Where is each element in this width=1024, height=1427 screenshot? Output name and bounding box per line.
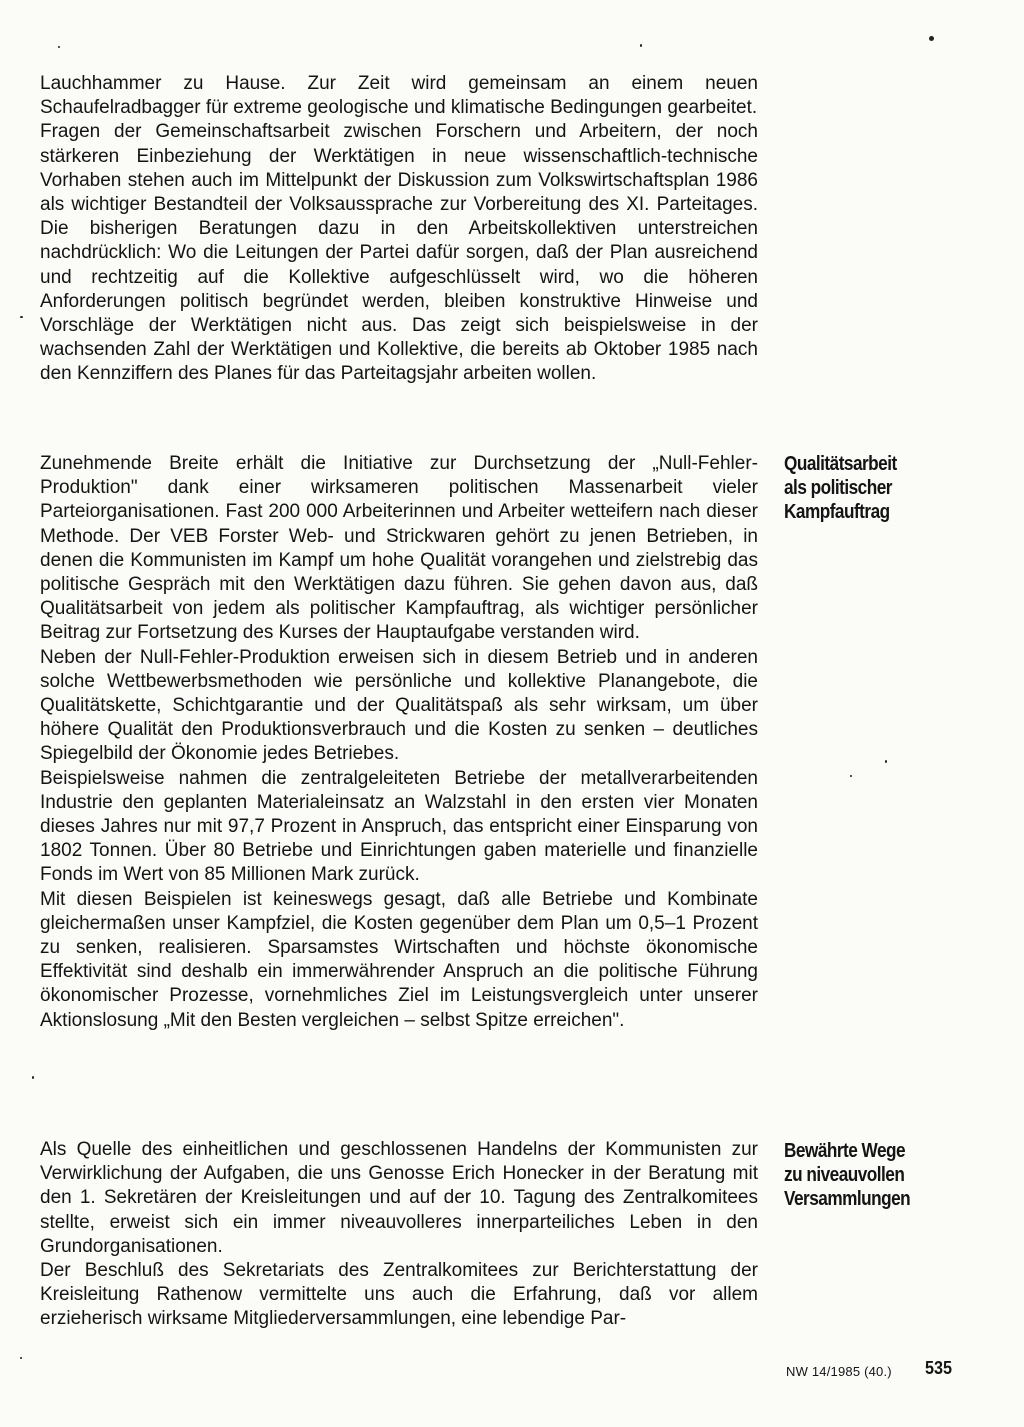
paragraph: Mit diesen Beispielen ist keineswegs gesagt, daß alle Betriebe und Kombinate gleichermaßen unser Kampfziel, die Kosten gegenüber dem Plan um 0,5–1 Prozent zu senken, realisieren. Sparsamstes Wirtschaften und höchste ökonomische Effektivität sind deshalb ein immerwährender Anspruch an die politische Führung ökonomischer Prozesse, vornehmliches Ziel im Leistungsvergleich unter unserer Aktionslosung „Mit den Besten vergleichen – selbst Spitze erreichen". bbox=[40, 888, 758, 1031]
scan-speck bbox=[885, 760, 887, 763]
scan-speck bbox=[20, 316, 23, 318]
paragraph: Der Beschluß des Sekretariats des Zentralkomitees zur Berichterstattung der Kreisleitung Rathenow vermittelte uns auch die Erfahrung, daß vor allem erzieherisch wirksame Mitgliederversammlungen, eine lebendige Par- bbox=[40, 1260, 758, 1330]
paragraph: Beispielsweise nahmen die zentralgeleiteten Betriebe der metallverarbeitenden Industrie den geplanten Materialeinsatz an Walzstahl in den ersten vier Monaten dieses Jahres nur mit 97,7 Prozent in Anspruch, das entspricht einer Einsparung von 1802 Tonnen. Über 80 Betriebe und Einrichtungen gaben materielle und finanzielle Fonds im Wert von 85 Millionen Mark zurück. bbox=[40, 767, 758, 886]
footer-reference: NW 14/1985 (40.) bbox=[786, 1364, 892, 1379]
scan-speck bbox=[929, 36, 934, 41]
marginal-heading-line: Bewährte Wege bbox=[784, 1140, 906, 1162]
paragraph: Zunehmende Breite erhält die Initiative zur Durchsetzung der „Null-Fehler-Produktion" dank einer wirksameren politischen Massenarbeit vieler Parteiorganisationen. Fast 200 000 Arbeiterinnen und Arbeiter wetteifern nach dieser Methode. Der VEB Forster Web- und Strickwaren gehört zu jenen Betrieben, in denen die Kommunisten im Kampf um hohe Qualität vorangehen und zielstrebig das politische Gespräch mit den Werktätigen dazu führen. Sie gehen davon aus, daß Qualitätsarbeit von jedem als politischer Kampfauftrag, als wichtiger persönlicher Beitrag zur Fortsetzung des Kurses der Hauptaufgabe verstanden wird. bbox=[40, 453, 758, 644]
paragraph: Lauchhammer zu Hause. Zur Zeit wird gemeinsam an einem neuen Schaufelradbagger für extreme geologische und klimatische Bedingungen gearbeitet. bbox=[40, 73, 758, 119]
text-block-1 bbox=[40, 72, 758, 387]
scan-speck bbox=[58, 46, 60, 48]
text-block-3 bbox=[40, 1138, 758, 1332]
scan-speck bbox=[32, 1076, 34, 1079]
scan-speck bbox=[850, 775, 852, 777]
marginal-heading-line: Kampfauftrag bbox=[784, 501, 890, 523]
scan-speck bbox=[20, 1357, 22, 1359]
text-block-2 bbox=[40, 452, 758, 1033]
paragraph: Neben der Null-Fehler-Produktion erweisen sich in diesem Betrieb und in anderen solche Wettbewerbsmethoden wie persönliche und kollektive Planangebote, die Qualitätskette, Schichtgarantie und der Qualitätspaß als sehr wirksam, um über höhere Qualität den Produktionsverbrauch und die Kosten zu senken – deutliches Spiegelbild der Ökonomie jedes Betriebes. bbox=[40, 646, 758, 765]
paragraph: Als Quelle des einheitlichen und geschlossenen Handelns der Kommunisten zur Verwirklichung der Aufgaben, die uns Genosse Erich Honecker in der Beratung mit den 1. Sekretären der Kreisleitungen und auf der 10. Tagung des Zentralkomitees stellte, erweist sich ein immer niveauvolleres innerparteiliches Leben in den Grundorganisationen. bbox=[40, 1139, 758, 1257]
paragraph: Fragen der Gemeinschaftsarbeit zwischen Forschern und Arbeitern, der noch stärkeren Einbeziehung der Werktätigen in neue wissenschaftlich-technische Vorhaben stehen auch im Mittelpunkt der Diskussion zum Volkswirtschaftsplan 1986 als wichtiger Bestandteil der Volksaussprache zur Vorbereitung des XI. Parteitages. Die bisherigen Beratungen dazu in den Arbeitskollektiven unterstreichen nachdrücklich: Wo die Leitungen der Partei dafür sorgen, daß der Plan ausreichend und rechtzeitig auf die Kollektive aufgeschlüsselt wird, wo die höheren Anforderungen politisch begründet werden, bleiben konstruktive Hinweise und Vorschläge der Werktätigen nicht aus. Das zeigt sich beispielsweise in der wachsenden Zahl der Werktätigen und Kollektive, die bereits ab Oktober 1985 nach den Kennziffern des Planes für das Parteitagsjahr arbeiten wollen. bbox=[40, 121, 758, 385]
marginal-heading-line: Versammlungen bbox=[784, 1188, 911, 1210]
marginal-heading-line: zu niveauvollen bbox=[784, 1164, 905, 1186]
marginal-heading-bewaehrte-wege bbox=[784, 1139, 956, 1211]
marginal-heading-line: als politischer bbox=[784, 477, 892, 499]
page-number: 535 bbox=[925, 1358, 953, 1378]
scan-speck bbox=[640, 44, 642, 47]
marginal-heading-qualitaetsarbeit bbox=[784, 452, 956, 524]
marginal-heading-line: Qualitätsarbeit bbox=[784, 453, 897, 475]
